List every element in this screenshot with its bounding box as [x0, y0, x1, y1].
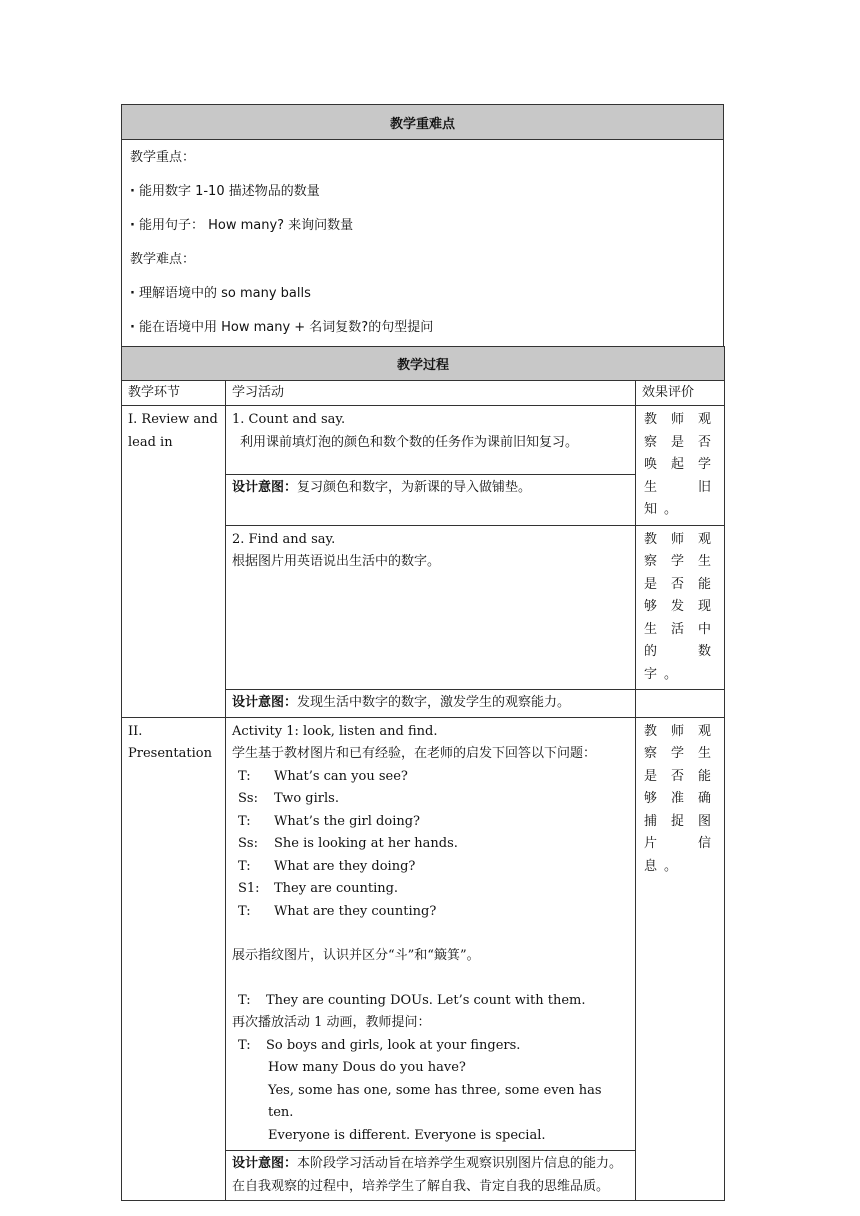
dialog-line: T: They are counting DOUs. Let’s count with them.: [238, 992, 586, 1008]
focus-item: · 能用数字 1-10 描述物品的数量: [130, 182, 715, 216]
col-header-stage: 教学环节: [122, 381, 226, 406]
intent-label: 设计意图：: [232, 695, 298, 710]
activity-title: 1. Count and say.: [232, 412, 346, 427]
replay-text: 再次播放活动 1 动画，教师提问：: [232, 1015, 431, 1030]
dialog-line: T: What’s can you see?: [238, 768, 408, 784]
dialog-line: Ss: She is looking at her hands.: [238, 836, 458, 851]
evaluation-1: 教师观察是否唤起学生旧知。: [636, 406, 725, 526]
design-intent-3: [226, 1151, 636, 1201]
difficulty-title: 教学难点：: [130, 252, 196, 267]
dialog-line: How many Dous do you have?: [268, 1060, 466, 1075]
stage-presentation: II. Presentation: [122, 717, 226, 1201]
dialog-line: S1: They are counting.: [238, 881, 399, 896]
process-header: 教学过程: [122, 347, 725, 381]
dialog-line: T: So boys and girls, look at your fingers.: [238, 1037, 521, 1053]
intent-label: 设计意图：: [232, 1156, 298, 1171]
dialog-line: T: What’s the girl doing?: [238, 813, 421, 829]
key-points-header: 教学重难点: [122, 105, 724, 140]
empty-eval-cell: [636, 690, 725, 718]
stage-review: I. Review and lead in: [122, 406, 226, 718]
key-points-table: [121, 104, 724, 347]
intent-text: 本阶段学习活动旨在培养学生观察识别图片信息的能力。在自我观察的过程中，培养学生了解自我、肯定自我的思维品质。: [232, 1156, 623, 1194]
activity-look-listen-find: [226, 717, 636, 1151]
lesson-plan-document: [121, 104, 724, 1201]
intent-text: 复习颜色和数字，为新课的导入做铺垫。: [297, 480, 532, 495]
dialog-line: Yes, some has one, some has three, some even has ten.: [268, 1082, 602, 1120]
evaluation-2: 教师观察学生是否能够发现生活中的数字。: [636, 525, 725, 690]
intent-label: 设计意图：: [232, 480, 298, 495]
col-header-activity: 学习活动: [226, 381, 636, 406]
col-header-evaluation: 效果评价: [636, 381, 725, 406]
focus-item: · 能用句子： How many? 来询问数量: [130, 216, 715, 250]
intent-text: 发现生活中数字的数字，激发学生的观察能力。: [297, 695, 571, 710]
design-intent-2: [226, 690, 636, 718]
show-fingerprint-text: 展示指纹图片，认识并区分“斗”和“簸箕”。: [232, 948, 480, 963]
activity-count-say: [226, 406, 636, 475]
dialog-line: T: What are they doing?: [238, 858, 416, 874]
activity-title: Activity 1: look, listen and find.: [232, 723, 438, 739]
dialog-line: Everyone is different. Everyone is special.: [268, 1127, 546, 1143]
key-points-body: [122, 140, 724, 347]
activity-desc: 利用课前填灯泡的颜色和数个数的任务作为课前旧知复习。: [240, 434, 579, 450]
activity-find-say: [226, 525, 636, 690]
activity-title: 2. Find and say.: [232, 531, 336, 547]
design-intent-1: [226, 475, 636, 526]
process-table: [121, 346, 725, 1201]
dialog-line: T: What are they counting?: [238, 903, 437, 919]
dialog-line: Ss: Two girls.: [238, 791, 339, 806]
difficulty-item: · 理解语境中的 so many balls: [130, 284, 715, 318]
activity-desc: 根据图片用英语说出生活中的数字。: [232, 554, 441, 569]
difficulty-item: · 能在语境中用 How many + 名词复数?的句型提问: [130, 318, 715, 342]
focus-title: 教学重点：: [130, 150, 196, 165]
activity-desc: 学生基于教材图片和已有经验，在老师的启发下回答以下问题：: [232, 746, 597, 761]
evaluation-3: 教师观察学生是否能够准确捕捉图片信息。: [636, 717, 725, 1201]
